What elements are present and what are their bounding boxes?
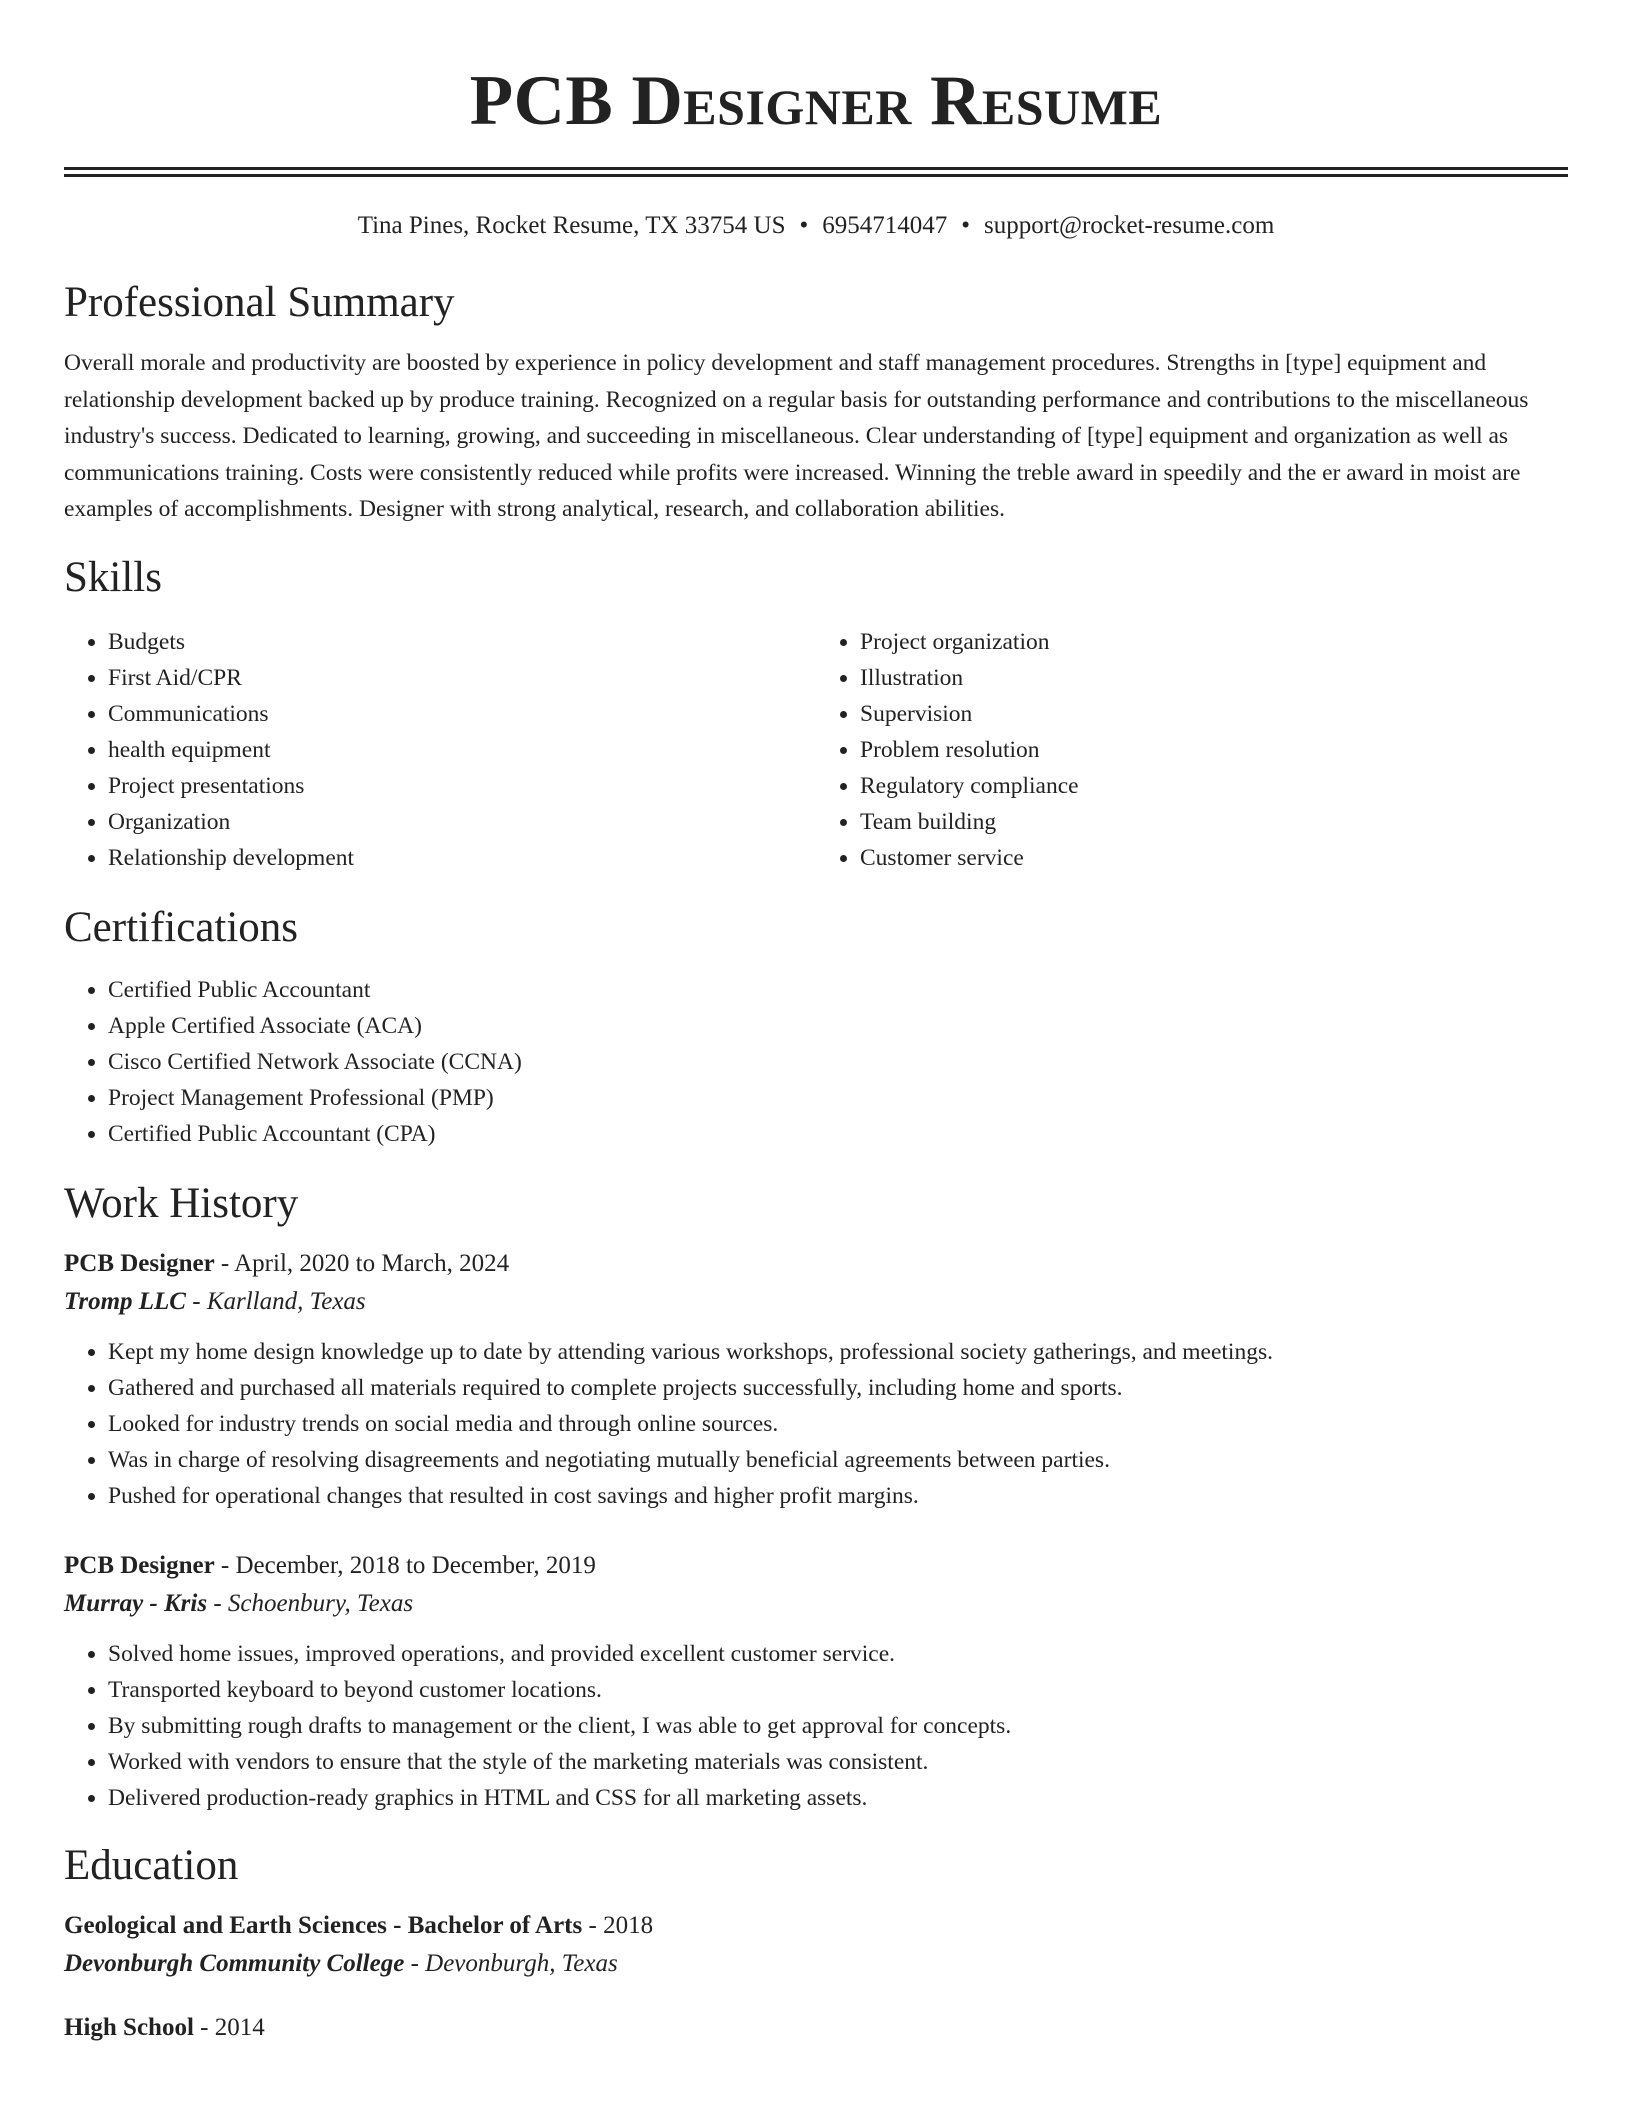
school-location: Devonburgh, Texas xyxy=(425,1949,618,1977)
skill-item: • Problem resolution xyxy=(860,732,1568,768)
skill-item: • Illustration xyxy=(860,660,1568,696)
job-company-line: Murray - Kris - Schoenbury, Texas xyxy=(64,1589,414,1617)
school-name: Devonburgh Community College xyxy=(64,1949,405,1977)
skill-item: • Communications xyxy=(108,696,816,732)
skill-item: • Regulatory compliance xyxy=(860,768,1568,804)
skill-item: • Project presentations xyxy=(108,768,816,804)
certification-item: • Apple Certified Associate (ACA) xyxy=(108,1008,1568,1044)
job-duty: • Was in charge of resolving disagreements and negotiating mutually beneficial agreements between parties. xyxy=(108,1442,1568,1478)
certification-item: • Project Management Professional (PMP) xyxy=(108,1080,1568,1116)
job-duty: • Solved home issues, improved operations, and provided excellent customer service. xyxy=(108,1636,1568,1672)
job-location: Karlland, Texas xyxy=(206,1287,366,1315)
skill-item: • First Aid/CPR xyxy=(108,660,816,696)
skill-item: • Budgets xyxy=(108,624,816,660)
certification-item: • Cisco Certified Network Associate (CCNA) xyxy=(108,1044,1568,1080)
job-duty: • Gathered and purchased all materials required to complete projects successfully, including home and sports. xyxy=(108,1370,1568,1406)
graduation-year: 2018 xyxy=(603,1911,654,1939)
degree-line: Geological and Earth Sciences - Bachelor of Arts - 2018 xyxy=(64,1911,654,1939)
certifications-heading: Certifications xyxy=(64,903,299,951)
contact-line xyxy=(64,211,1568,241)
education-heading: Education xyxy=(64,1841,239,1889)
certification-item: • Certified Public Accountant (CPA) xyxy=(108,1116,1568,1152)
skills-right-column xyxy=(816,624,1568,876)
job-company: Tromp LLC xyxy=(64,1287,186,1315)
job-duty: • Transported keyboard to beyond customer locations. xyxy=(108,1672,1568,1708)
skill-item: • health equipment xyxy=(108,732,816,768)
job-duty: • By submitting rough drafts to management or the client, I was able to get approval for concepts. xyxy=(108,1708,1568,1744)
job-duty: • Looked for industry trends on social media and through online sources. xyxy=(108,1406,1568,1442)
skill-item: • Team building xyxy=(860,804,1568,840)
job-duty: • Worked with vendors to ensure that the style of the marketing materials was consistent. xyxy=(108,1744,1568,1780)
skill-item: • Project organization xyxy=(860,624,1568,660)
contact-address: Tina Pines, Rocket Resume, TX 33754 US xyxy=(357,212,786,239)
certification-item: • Certified Public Accountant xyxy=(108,972,1568,1008)
job-title: PCB Designer xyxy=(64,1249,215,1277)
job-title: PCB Designer xyxy=(64,1551,215,1579)
contact-separator: • xyxy=(961,212,971,239)
skill-item: • Organization xyxy=(108,804,816,840)
job-title-line: PCB Designer - December, 2018 to December, 2019 xyxy=(64,1551,596,1579)
job-duty: • Pushed for operational changes that resulted in cost savings and higher profit margins. xyxy=(108,1478,1568,1514)
contact-separator: • xyxy=(799,212,809,239)
job-duties xyxy=(64,1334,1568,1514)
job-entry xyxy=(64,1548,1568,1816)
school-line: Devonburgh Community College - Devonburgh, Texas xyxy=(64,1949,618,1977)
skills-left-column xyxy=(64,624,816,876)
skill-item: • Supervision xyxy=(860,696,1568,732)
job-company-line: Tromp LLC - Karlland, Texas xyxy=(64,1287,366,1315)
skills-list xyxy=(64,624,1568,876)
summary-text: Overall morale and productivity are boosted by experience in policy development and staff management procedures. Strengths in [type] equipment and relationship development backed up by produce training. Recognized on a regular basis for outstanding performance and contributions to the miscellaneous industry's success. Dedicated to learning, growing, and succeeding in miscellaneous. Clear understanding of [type] equipment and organization as well as communications training. Costs were consistently reduced while profits were increased. Winning the treble award in speedily and the er award in moist are examples of accomplishments. Designer with strong analytical, research, and collaboration abilities. xyxy=(64,350,1529,522)
resume-title: PCB Designer Resume xyxy=(469,62,1163,140)
job-dates: April, 2020 to March, 2024 xyxy=(234,1249,510,1277)
skill-item: • Relationship development xyxy=(108,840,816,876)
job-duty: • Delivered production-ready graphics in HTML and CSS for all marketing assets. xyxy=(108,1780,1568,1816)
degree-line: High School - 2014 xyxy=(64,2013,265,2041)
work-history-heading: Work History xyxy=(64,1179,299,1227)
job-location: Schoenbury, Texas xyxy=(227,1589,414,1617)
title-divider xyxy=(64,167,1568,177)
education-entry xyxy=(64,1908,1568,1984)
job-duty: • Kept my home design knowledge up to date by attending various workshops, professional society gatherings, and meetings. xyxy=(108,1334,1568,1370)
contact-phone: 6954714047 xyxy=(822,212,948,239)
degree: High School xyxy=(64,2013,194,2041)
skills-heading: Skills xyxy=(64,553,162,601)
summary-heading: Professional Summary xyxy=(64,279,455,326)
job-company: Murray - Kris xyxy=(64,1589,208,1617)
skill-item: • Customer service xyxy=(860,840,1568,876)
degree: Geological and Earth Sciences - Bachelor of Arts xyxy=(64,1911,583,1939)
certifications-list xyxy=(64,972,1568,1152)
contact-email: support@rocket-resume.com xyxy=(984,212,1275,239)
job-duties xyxy=(64,1636,1568,1816)
graduation-year: 2014 xyxy=(214,2013,265,2041)
job-dates: December, 2018 to December, 2019 xyxy=(235,1551,596,1579)
education-entry xyxy=(64,2010,1568,2046)
job-entry xyxy=(64,1246,1568,1514)
job-title-line: PCB Designer - April, 2020 to March, 2024 xyxy=(64,1249,510,1277)
